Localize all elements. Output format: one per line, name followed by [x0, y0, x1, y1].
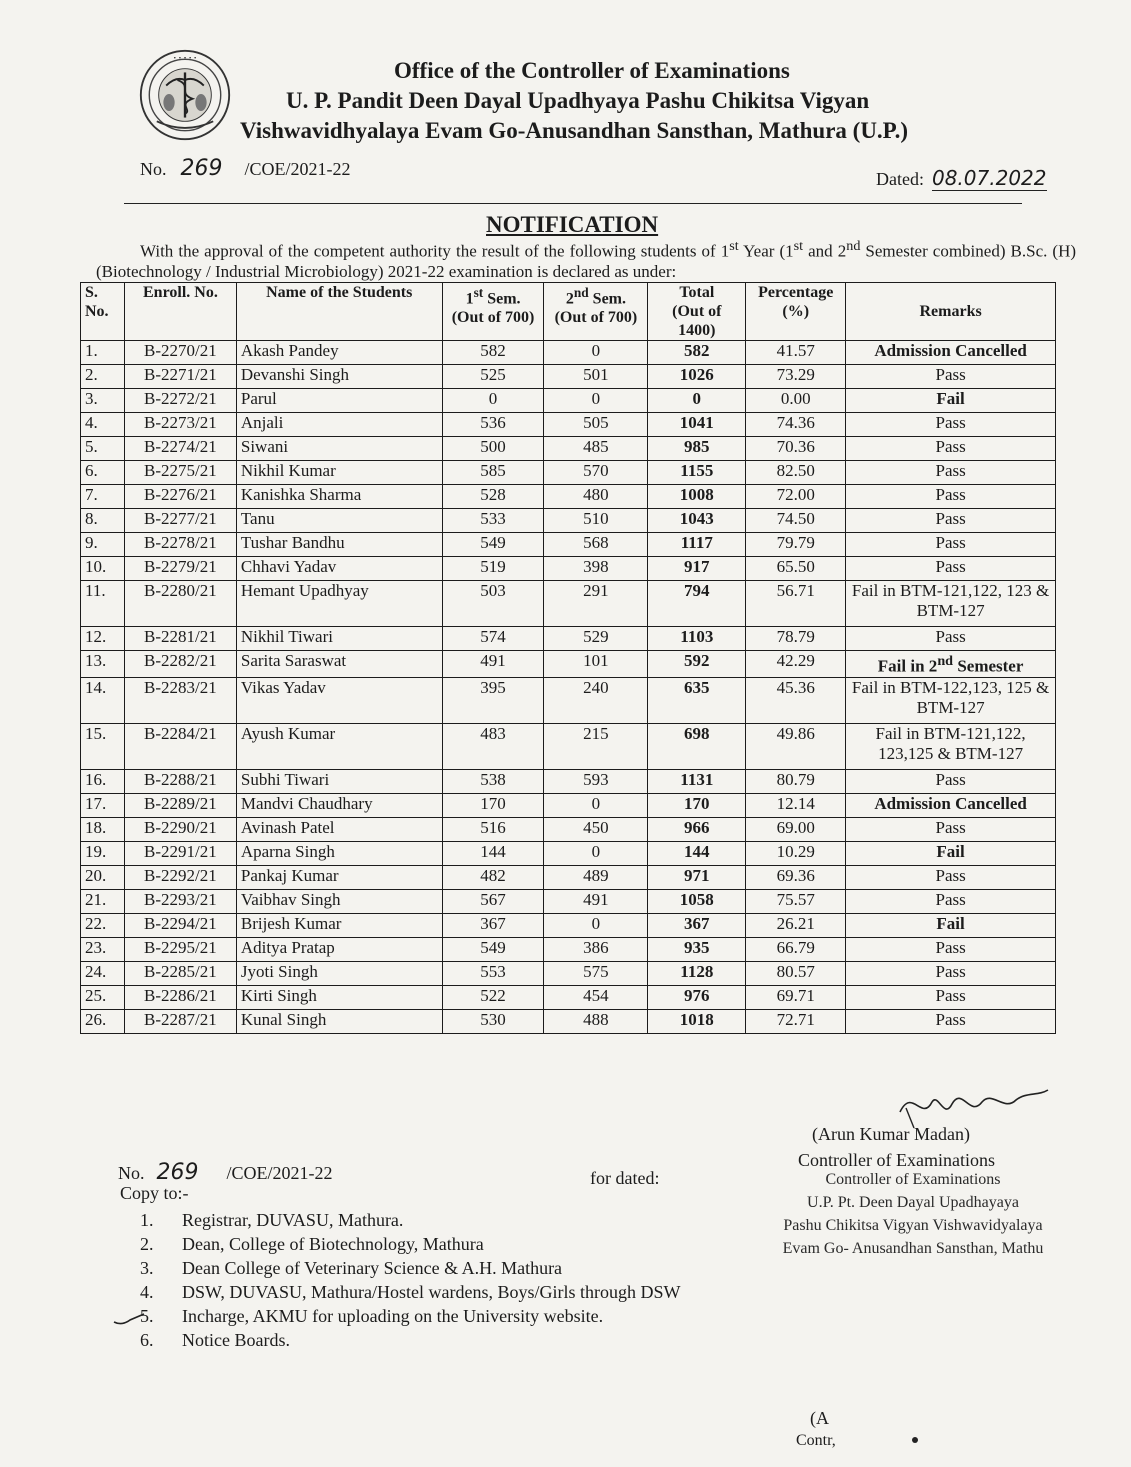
- cell-enroll: B-2285/21: [124, 961, 236, 985]
- cell-percentage: 45.36: [746, 677, 846, 723]
- cell-sem2: 0: [544, 841, 648, 865]
- cell-sno: 5.: [81, 437, 125, 461]
- cell-sno: 9.: [81, 533, 125, 557]
- cell-enroll: B-2280/21: [124, 581, 236, 627]
- cell-percentage: 41.57: [746, 341, 846, 365]
- table-row: [81, 769, 1056, 793]
- ref-prefix: No.: [140, 159, 167, 179]
- cell-remarks: Pass: [846, 437, 1056, 461]
- cell-enroll: B-2275/21: [124, 461, 236, 485]
- cell-sem2: 480: [544, 485, 648, 509]
- table-row: [81, 389, 1056, 413]
- cell-sem1: 516: [442, 817, 544, 841]
- cell-total: 698: [648, 723, 746, 769]
- cell-remarks: Fail in BTM-122,123, 125 & BTM-127: [846, 677, 1056, 723]
- cell-remarks: Pass: [846, 865, 1056, 889]
- cell-remarks: Pass: [846, 937, 1056, 961]
- table-row: [81, 627, 1056, 651]
- cell-total: 0: [648, 389, 746, 413]
- copy-ref-number-handwritten: 269: [156, 1160, 199, 1185]
- cell-enroll: B-2277/21: [124, 509, 236, 533]
- cell-remarks: Pass: [846, 627, 1056, 651]
- cell-sem1: 491: [442, 651, 544, 678]
- cell-enroll: B-2274/21: [124, 437, 236, 461]
- cell-total: 582: [648, 341, 746, 365]
- cell-enroll: B-2273/21: [124, 413, 236, 437]
- cell-enroll: B-2287/21: [124, 1009, 236, 1033]
- header-office-title: Office of the Controller of Examinations: [394, 58, 790, 83]
- ref-number-handwritten: 269: [180, 156, 223, 181]
- table-row: [81, 557, 1056, 581]
- cell-name: Tushar Bandhu: [236, 533, 442, 557]
- cell-percentage: 66.79: [746, 937, 846, 961]
- cell-sno: 17.: [81, 793, 125, 817]
- cell-total: 1041: [648, 413, 746, 437]
- footer-fragment-a: (A: [810, 1408, 829, 1428]
- cell-sem1: 567: [442, 889, 544, 913]
- cell-sem2: 529: [544, 627, 648, 651]
- cell-percentage: 74.36: [746, 413, 846, 437]
- cell-remarks: Pass: [846, 533, 1056, 557]
- cell-sno: 24.: [81, 961, 125, 985]
- dated: [876, 166, 1047, 190]
- cell-remarks: Pass: [846, 509, 1056, 533]
- cell-sem2: 593: [544, 769, 648, 793]
- table-row: [81, 723, 1056, 769]
- ink-dot: [912, 1437, 918, 1443]
- cell-sem1: 585: [442, 461, 544, 485]
- cell-sem1: 533: [442, 509, 544, 533]
- copy-reference-number: [118, 1160, 333, 1185]
- cell-enroll: B-2294/21: [124, 913, 236, 937]
- cell-enroll: B-2284/21: [124, 723, 236, 769]
- cell-sem1: 395: [442, 677, 544, 723]
- list-item: 3. Dean College of Veterinary Science & A.H. Mathura: [140, 1258, 563, 1278]
- cell-sem2: 101: [544, 651, 648, 678]
- cell-total: 917: [648, 557, 746, 581]
- cell-name: Siwani: [236, 437, 442, 461]
- table-row: [81, 817, 1056, 841]
- cell-remarks: Pass: [846, 461, 1056, 485]
- ref-suffix: /COE/2021-22: [244, 159, 351, 179]
- cell-remarks: Pass: [846, 365, 1056, 389]
- cell-enroll: B-2295/21: [124, 937, 236, 961]
- table-row: [81, 437, 1056, 461]
- cell-percentage: 10.29: [746, 841, 846, 865]
- checkmark-icon: [112, 1310, 146, 1326]
- cell-sno: 18.: [81, 817, 125, 841]
- cell-sno: 7.: [81, 485, 125, 509]
- cell-remarks: Fail: [846, 841, 1056, 865]
- cell-sem1: 0: [442, 389, 544, 413]
- cell-sem1: 549: [442, 937, 544, 961]
- table-row: [81, 985, 1056, 1009]
- cell-name: Brijesh Kumar: [236, 913, 442, 937]
- cell-enroll: B-2281/21: [124, 627, 236, 651]
- cell-remarks: Pass: [846, 961, 1056, 985]
- table-row: [81, 937, 1056, 961]
- cell-enroll: B-2290/21: [124, 817, 236, 841]
- cell-percentage: 49.86: [746, 723, 846, 769]
- cell-sem2: 489: [544, 865, 648, 889]
- university-seal-logo: [138, 48, 232, 142]
- table-row: [81, 865, 1056, 889]
- cell-remarks: Pass: [846, 413, 1056, 437]
- cell-sem2: 215: [544, 723, 648, 769]
- stamp-line: Controller of Examinations: [825, 1171, 1001, 1188]
- cell-name: Kunal Singh: [236, 1009, 442, 1033]
- svg-text:• • • • •: • • • • •: [173, 55, 197, 62]
- cell-total: 144: [648, 841, 746, 865]
- cell-sno: 22.: [81, 913, 125, 937]
- cell-sem1: 500: [442, 437, 544, 461]
- cell-enroll: B-2278/21: [124, 533, 236, 557]
- cell-percentage: 42.29: [746, 651, 846, 678]
- cell-percentage: 78.79: [746, 627, 846, 651]
- cell-sno: 19.: [81, 841, 125, 865]
- results-table-body: [81, 341, 1056, 1034]
- cell-percentage: 69.71: [746, 985, 846, 1009]
- header-university-name-line2: Vishwavidhyalaya Evam Go-Anusandhan Sansthan, Mathura (U.P.): [240, 118, 909, 143]
- cell-percentage: 0.00: [746, 389, 846, 413]
- cell-sem2: 485: [544, 437, 648, 461]
- cell-sno: 25.: [81, 985, 125, 1009]
- cell-name: Anjali: [236, 413, 442, 437]
- cell-total: 367: [648, 913, 746, 937]
- cell-remarks: Pass: [846, 889, 1056, 913]
- table-row: [81, 509, 1056, 533]
- cell-name: Vikas Yadav: [236, 677, 442, 723]
- col-header-enroll: Enroll. No.: [124, 283, 236, 341]
- cell-sem2: 0: [544, 389, 648, 413]
- cell-sem1: 528: [442, 485, 544, 509]
- table-row: [81, 793, 1056, 817]
- header-divider: [124, 203, 1022, 204]
- cell-total: 1131: [648, 769, 746, 793]
- cell-remarks: Fail in BTM-121,122, 123,125 & BTM-127: [846, 723, 1056, 769]
- table-row: [81, 889, 1056, 913]
- cell-enroll: B-2292/21: [124, 865, 236, 889]
- cell-total: 976: [648, 985, 746, 1009]
- cell-enroll: B-2291/21: [124, 841, 236, 865]
- table-row: [81, 1009, 1056, 1033]
- table-row: [81, 677, 1056, 723]
- cell-percentage: 74.50: [746, 509, 846, 533]
- cell-percentage: 79.79: [746, 533, 846, 557]
- signatory-name: (Arun Kumar Madan): [812, 1124, 970, 1144]
- cell-percentage: 69.36: [746, 865, 846, 889]
- cell-remarks: Admission Cancelled: [846, 341, 1056, 365]
- notification-title: NOTIFICATION: [486, 212, 659, 237]
- cell-total: 592: [648, 651, 746, 678]
- cell-total: 1117: [648, 533, 746, 557]
- list-item: 2. Dean, College of Biotechnology, Mathura: [140, 1234, 484, 1254]
- cell-sno: 20.: [81, 865, 125, 889]
- cell-total: 1103: [648, 627, 746, 651]
- cell-remarks: Fail: [846, 913, 1056, 937]
- cell-sno: 6.: [81, 461, 125, 485]
- results-table: [80, 282, 1056, 1034]
- cell-sno: 14.: [81, 677, 125, 723]
- cell-sem1: 503: [442, 581, 544, 627]
- copy-for-dated: for dated:: [590, 1168, 660, 1188]
- cell-sem2: 291: [544, 581, 648, 627]
- cell-remarks: Fail: [846, 389, 1056, 413]
- cell-enroll: B-2282/21: [124, 651, 236, 678]
- cell-remarks: Pass: [846, 985, 1056, 1009]
- cell-total: 170: [648, 793, 746, 817]
- cell-sno: 4.: [81, 413, 125, 437]
- cell-sem1: 536: [442, 413, 544, 437]
- cell-sem1: 538: [442, 769, 544, 793]
- cell-name: Mandvi Chaudhary: [236, 793, 442, 817]
- cell-percentage: 69.00: [746, 817, 846, 841]
- cell-name: Tanu: [236, 509, 442, 533]
- cell-total: 1043: [648, 509, 746, 533]
- table-row: [81, 485, 1056, 509]
- cell-sno: 12.: [81, 627, 125, 651]
- table-row: [81, 651, 1056, 678]
- cell-total: 966: [648, 817, 746, 841]
- table-row: [81, 365, 1056, 389]
- col-header-total: Total (Out of 1400): [648, 283, 746, 341]
- header-university-name-line1: U. P. Pandit Deen Dayal Upadhyaya Pashu Chikitsa Vigyan: [286, 88, 870, 113]
- cell-sno: 3.: [81, 389, 125, 413]
- cell-sno: 1.: [81, 341, 125, 365]
- cell-enroll: B-2286/21: [124, 985, 236, 1009]
- cell-sem2: 510: [544, 509, 648, 533]
- footer-fragment-b: Contr,: [796, 1432, 836, 1449]
- cell-name: Ayush Kumar: [236, 723, 442, 769]
- stamp-line: Pashu Chikitsa Vigyan Vishwavidyalaya: [783, 1217, 1043, 1234]
- col-header-remarks: Remarks: [846, 283, 1056, 341]
- cell-total: 635: [648, 677, 746, 723]
- cell-percentage: 73.29: [746, 365, 846, 389]
- cell-sno: 21.: [81, 889, 125, 913]
- cell-sno: 10.: [81, 557, 125, 581]
- cell-sem1: 519: [442, 557, 544, 581]
- official-stamp: [758, 1168, 1068, 1260]
- cell-sem1: 367: [442, 913, 544, 937]
- cell-name: Jyoti Singh: [236, 961, 442, 985]
- copy-ref-suffix: /COE/2021-22: [226, 1163, 333, 1183]
- signatory-title: Controller of Examinations: [798, 1150, 995, 1170]
- cell-total: 971: [648, 865, 746, 889]
- cell-name: Kanishka Sharma: [236, 485, 442, 509]
- cell-sem1: 553: [442, 961, 544, 985]
- cell-enroll: B-2276/21: [124, 485, 236, 509]
- col-header-sem2: 2nd Sem. (Out of 700): [544, 283, 648, 341]
- cell-remarks: Pass: [846, 557, 1056, 581]
- cell-enroll: B-2293/21: [124, 889, 236, 913]
- table-row: [81, 913, 1056, 937]
- cell-sem2: 240: [544, 677, 648, 723]
- cell-name: Parul: [236, 389, 442, 413]
- cell-sem2: 488: [544, 1009, 648, 1033]
- list-item: 5. Incharge, AKMU for uploading on the University website.: [140, 1306, 604, 1326]
- table-row: [81, 961, 1056, 985]
- cell-percentage: 72.71: [746, 1009, 846, 1033]
- table-row: [81, 461, 1056, 485]
- cell-sno: 2.: [81, 365, 125, 389]
- cell-sno: 16.: [81, 769, 125, 793]
- table-row: [81, 341, 1056, 365]
- cell-name: Devanshi Singh: [236, 365, 442, 389]
- cell-name: Chhavi Yadav: [236, 557, 442, 581]
- cell-name: Akash Pandey: [236, 341, 442, 365]
- cell-name: Avinash Patel: [236, 817, 442, 841]
- cell-sem2: 570: [544, 461, 648, 485]
- cell-percentage: 65.50: [746, 557, 846, 581]
- cell-enroll: B-2272/21: [124, 389, 236, 413]
- cell-sem2: 575: [544, 961, 648, 985]
- table-row: [81, 413, 1056, 437]
- cell-sem1: 582: [442, 341, 544, 365]
- cell-sem2: 454: [544, 985, 648, 1009]
- copy-to-label: Copy to:-: [120, 1183, 189, 1203]
- cell-sem2: 386: [544, 937, 648, 961]
- cell-sem2: 0: [544, 341, 648, 365]
- cell-sem1: 144: [442, 841, 544, 865]
- table-row: [81, 841, 1056, 865]
- cell-sem2: 450: [544, 817, 648, 841]
- cell-sno: 13.: [81, 651, 125, 678]
- copy-ref-prefix: No.: [118, 1163, 145, 1183]
- cell-sno: 8.: [81, 509, 125, 533]
- col-header-sno: S. No.: [81, 283, 125, 341]
- dated-value-handwritten: 08.07.2022: [931, 166, 1047, 190]
- cell-remarks: Pass: [846, 485, 1056, 509]
- cell-sem1: 170: [442, 793, 544, 817]
- cell-sem2: 568: [544, 533, 648, 557]
- cell-name: Aparna Singh: [236, 841, 442, 865]
- cell-enroll: B-2279/21: [124, 557, 236, 581]
- notification-intro: With the approval of the competent authority the result of the following students of 1st Year (1st and 2nd Semester combined) B.Sc. (H) (Biotechnology / Industrial Microbiology) 2021-22 examination is declared as under:: [96, 238, 1077, 281]
- cell-name: Nikhil Tiwari: [236, 627, 442, 651]
- cell-percentage: 72.00: [746, 485, 846, 509]
- col-header-name: Name of the Students: [236, 283, 442, 341]
- cell-sem2: 0: [544, 913, 648, 937]
- cell-sem2: 491: [544, 889, 648, 913]
- list-item: 1. Registrar, DUVASU, Mathura.: [140, 1210, 404, 1230]
- cell-total: 1058: [648, 889, 746, 913]
- cell-percentage: 56.71: [746, 581, 846, 627]
- cell-sem1: 525: [442, 365, 544, 389]
- cell-percentage: 80.79: [746, 769, 846, 793]
- table-header-row: [81, 283, 1056, 341]
- reference-number: [140, 156, 351, 181]
- cell-sem2: 0: [544, 793, 648, 817]
- cell-remarks: Admission Cancelled: [846, 793, 1056, 817]
- cell-total: 1026: [648, 365, 746, 389]
- cell-sem1: 482: [442, 865, 544, 889]
- cell-total: 985: [648, 437, 746, 461]
- cell-sem2: 398: [544, 557, 648, 581]
- cell-sem2: 501: [544, 365, 648, 389]
- cell-enroll: B-2270/21: [124, 341, 236, 365]
- cell-remarks: Fail in BTM-121,122, 123 & BTM-127: [846, 581, 1056, 627]
- cell-sem1: 549: [442, 533, 544, 557]
- dated-label: Dated:: [876, 169, 924, 189]
- cell-sno: 23.: [81, 937, 125, 961]
- cell-name: Kirti Singh: [236, 985, 442, 1009]
- cell-total: 1018: [648, 1009, 746, 1033]
- list-item: 6. Notice Boards.: [140, 1330, 290, 1350]
- cell-total: 935: [648, 937, 746, 961]
- cell-sem1: 530: [442, 1009, 544, 1033]
- cell-percentage: 26.21: [746, 913, 846, 937]
- cell-total: 1155: [648, 461, 746, 485]
- cell-sno: 26.: [81, 1009, 125, 1033]
- cell-enroll: B-2288/21: [124, 769, 236, 793]
- cell-sem1: 574: [442, 627, 544, 651]
- table-row: [81, 533, 1056, 557]
- copy-to-list: [140, 1208, 681, 1352]
- cell-sno: 11.: [81, 581, 125, 627]
- cell-percentage: 70.36: [746, 437, 846, 461]
- cell-remarks: Pass: [846, 769, 1056, 793]
- cell-sem2: 505: [544, 413, 648, 437]
- cell-total: 1128: [648, 961, 746, 985]
- cell-enroll: B-2283/21: [124, 677, 236, 723]
- table-row: [81, 581, 1056, 627]
- cell-name: Subhi Tiwari: [236, 769, 442, 793]
- cell-enroll: B-2289/21: [124, 793, 236, 817]
- stamp-line: U.P. Pt. Deen Dayal Upadhayaya: [807, 1194, 1019, 1211]
- cell-sem1: 483: [442, 723, 544, 769]
- cell-total: 1008: [648, 485, 746, 509]
- cell-remarks: Pass: [846, 1009, 1056, 1033]
- cell-name: Nikhil Kumar: [236, 461, 442, 485]
- cell-sno: 15.: [81, 723, 125, 769]
- stamp-line: Evam Go- Anusandhan Sansthan, Mathu: [782, 1240, 1044, 1257]
- cell-percentage: 75.57: [746, 889, 846, 913]
- cell-percentage: 80.57: [746, 961, 846, 985]
- cell-remarks: Pass: [846, 817, 1056, 841]
- cell-name: Sarita Saraswat: [236, 651, 442, 678]
- cell-total: 794: [648, 581, 746, 627]
- cell-name: Pankaj Kumar: [236, 865, 442, 889]
- cell-name: Vaibhav Singh: [236, 889, 442, 913]
- cell-percentage: 12.14: [746, 793, 846, 817]
- cell-name: Aditya Pratap: [236, 937, 442, 961]
- cell-name: Hemant Upadhyay: [236, 581, 442, 627]
- cell-sem1: 522: [442, 985, 544, 1009]
- col-header-percentage: Percentage (%): [746, 283, 846, 341]
- cell-percentage: 82.50: [746, 461, 846, 485]
- col-header-sem1: 1st Sem. (Out of 700): [442, 283, 544, 341]
- cell-enroll: B-2271/21: [124, 365, 236, 389]
- cell-remarks: Fail in 2nd Semester: [846, 651, 1056, 678]
- list-item: 4. DSW, DUVASU, Mathura/Hostel wardens, Boys/Girls through DSW: [140, 1282, 681, 1302]
